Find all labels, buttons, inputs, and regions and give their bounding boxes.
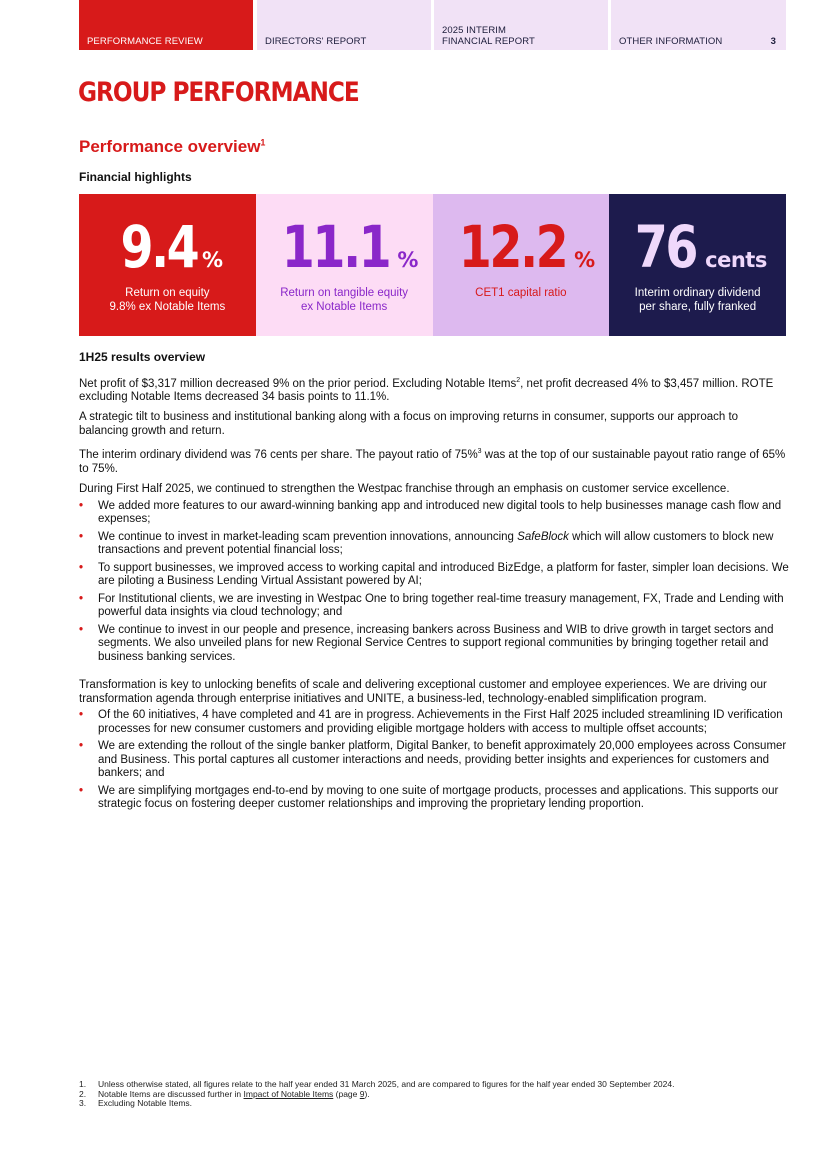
footnote: 3. Excluding Notable Items. [79, 1098, 193, 1108]
tab-label: OTHER INFORMATION [619, 36, 723, 47]
kpi-label: CET1 capital ratio [475, 287, 567, 299]
kpi-label: Interim ordinary dividend per share, fully franked [634, 287, 761, 313]
tab-directors-report[interactable] [257, 0, 431, 50]
tab-performance-review[interactable] [79, 0, 253, 50]
kpi-value: 12.2 [458, 213, 567, 281]
page-link[interactable]: 9 [359, 1088, 365, 1099]
franchise-bullets [79, 500, 789, 665]
tab-label: DIRECTORS' REPORT [265, 36, 367, 47]
list-item: • To support businesses, we improved access to working capital and introduced BizEdge, a platform for faster, simpler loan decisions. We are piloting a Business Lending Virtual Assistant powered by AI; [79, 562, 789, 589]
notable-items-link[interactable]: Impact of Notable Items [243, 1088, 334, 1099]
paragraph: The interim ordinary dividend was 76 cents per share. The payout ratio of 75%$^3$ was at the top of our sustainable payout ratio range of 65% to 75%. [79, 448, 786, 475]
paragraph: During First Half 2025, we continued to strengthen the Westpac franchise through an emphasis on customer service excellence. [79, 483, 730, 496]
list-item: • We added more features to our award-winning banking app and introduced new digital tools to help businesses manage cash flow and expenses; [79, 500, 789, 527]
kpi-return-on-equity [79, 194, 256, 336]
tab-label: PERFORMANCE REVIEW [87, 36, 203, 47]
kpi-return-on-tangible-equity [256, 194, 433, 336]
results-overview [79, 351, 789, 819]
kpi-unit: cents [705, 248, 767, 272]
results-heading: 1H25 results overview [79, 350, 206, 364]
highlights-title: Financial highlights [79, 170, 192, 184]
kpi-panel [79, 194, 786, 336]
kpi-unit: % [397, 248, 418, 272]
page-number: 3 [770, 36, 776, 47]
list-item: • We are extending the rollout of the single banker platform, Digital Banker, to benefit approximately 20,000 employees across Consumer and Business. This portal captures all customer interactions and needs, providing better insights and experiences for customers and bankers; and [79, 740, 789, 781]
kpi-interim-dividend [609, 194, 786, 336]
list-item: • We continue to invest in our people and presence, increasing bankers across Business and WIB to drive growth in target sectors and segments. We also unveiled plans for new Regional Service Centres to support regional communities by bringing together retail and business banking services. [79, 624, 789, 665]
paragraph: Net profit of $3,317 million decreased 9% on the prior period. Excluding Notable Items$^2$, net profit decreased 4% to $3,457 million. ROTE excluding Notable Items decreased 34 basis points to 11.1%. [79, 376, 774, 403]
tab-other-information[interactable] [611, 0, 786, 50]
kpi-label: Return on equity 9.8% ex Notable Items [109, 287, 226, 313]
list-item: • We are simplifying mortgages end-to-end by moving to one suite of mortgage products, processes and applications. This supports our strategic focus on fostering deeper customer relationships and improving the proprietary lending proportion. [79, 785, 789, 812]
section-title: Performance overview$^1$ [79, 137, 266, 156]
footnote: 2. Notable Items are discussed further in Impact of Notable Items (page 9). [79, 1088, 370, 1099]
footnote: 1. Unless otherwise stated, all figures relate to the half year ended 31 March 2025, and are compared to figures for the half year ended 30 September 2024. [79, 1079, 675, 1089]
kpi-label: Return on tangible equity ex Notable Items [280, 287, 409, 313]
kpi-value: 76 [635, 213, 697, 281]
page-title: GROUP PERFORMANCE [78, 77, 359, 108]
list-item: • For Institutional clients, we are investing in Westpac One to bring together real-time treasury management, FX, Trade and Lending with powerful data insights via cloud technology; and [79, 593, 789, 620]
list-item: • Of the 60 initiatives, 4 have completed and 41 are in progress. Achievements in the First Half 2025 included streamlining ID verification processes for new consumer customers and providing eligible mortgage holders with access to multiple offset accounts; [79, 709, 789, 736]
paragraph: Transformation is key to unlocking benefits of scale and delivering exceptional customer and employee experiences. We are driving our transformation agenda through enterprise initiatives and UNITE, a business-led, technology-enabled simplification program. [79, 679, 767, 705]
kpi-value: 11.1 [282, 213, 390, 281]
transformation-bullets [79, 709, 789, 812]
tab-label: 2025 INTERIM FINANCIAL REPORT [442, 25, 535, 47]
kpi-unit: % [574, 248, 595, 272]
tab-interim-financial-report[interactable] [434, 0, 608, 50]
kpi-value: 9.4 [120, 213, 198, 281]
paragraph: A strategic tilt to business and institutional banking along with a focus on improving returns in consumer, supports our approach to balancing growth and return. [79, 411, 739, 437]
kpi-unit: % [201, 248, 223, 272]
list-item: • We continue to invest in market-leading scam prevention innovations, announcing SafeBlock which will allow customers to block new transactions and prevent potential financial loss; [79, 531, 789, 558]
kpi-cet1-ratio [433, 194, 610, 336]
section-nav [79, 0, 786, 50]
footnotes [79, 1080, 769, 1109]
